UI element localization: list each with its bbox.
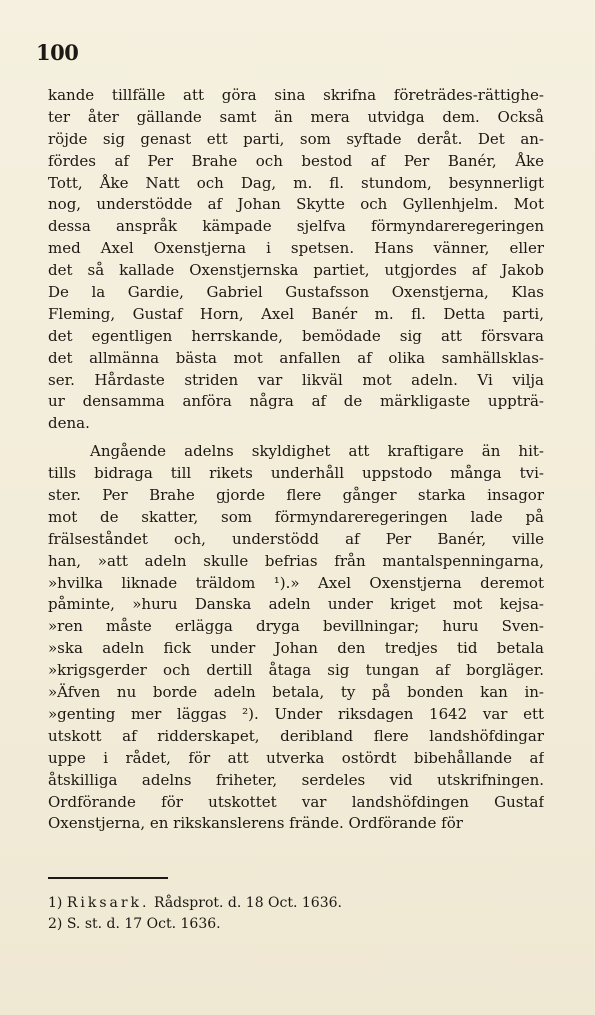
text-line: Angående adelns skyldighet att kraftigare än hit-: [90, 442, 544, 461]
text-line: dessa anspråk kämpade sjelfva förmyndareregeringen: [48, 217, 544, 236]
text-line: åtskilliga adelns friheter, serdeles vid utskrifningen.: [48, 770, 544, 789]
text-line: dena.: [48, 414, 90, 433]
text-line: påminte, »huru Danska adeln under kriget mot kejsa-: [48, 595, 544, 614]
text-line: med Axel Oxenstjerna i spetsen. Hans vänner, eller: [48, 239, 544, 258]
text-line: »Äfven nu borde adeln betala, ty på bonden kan in-: [48, 683, 544, 702]
text-line: det så kallade Oxenstjernska partiet, utgjordes af Jakob: [48, 261, 544, 280]
text-line: ter åter gällande samt än mera utvidga dem. Också: [48, 107, 544, 126]
footnote-text: Rådsprot. d. 18 Oct. 1636.: [153, 895, 342, 911]
text-line: frälseståndet och, understödd af Per Banér, ville: [48, 529, 544, 548]
text-line: han, »att adeln skulle befrias från mantalspenningarna,: [48, 551, 544, 570]
footnotes: [48, 893, 544, 935]
text-line: nog, understödde af Johan Skytte och Gyllenhjelm. Mot: [48, 195, 544, 214]
footnote-divider: [48, 877, 168, 879]
text-line: ser. Hårdaste striden var likväl mot adeln. Vi vilja: [48, 370, 544, 389]
footnote-source: Riksark.: [66, 895, 150, 911]
text-line: Ordförande för utskottet var landshöfdingen Gustaf: [48, 792, 544, 811]
text-line: Oxenstjerna, en rikskanslerens frände. Ordförande för: [48, 814, 463, 833]
text-line: ur densamma anföra några af de märkligaste uppträ-: [48, 392, 544, 411]
text-line: »hvilka liknade träldom ¹).» Axel Oxenstjerna deremot: [48, 573, 544, 592]
footnote-marker: 2): [48, 916, 63, 932]
body-text: [48, 85, 544, 835]
text-line: Fleming, Gustaf Horn, Axel Banér m. fl. Detta parti,: [48, 304, 544, 323]
text-line: »krigsgerder och dertill åtaga sig tungan af borgläger.: [48, 661, 544, 680]
text-line: tills bidraga till rikets underhåll uppstodo många tvi-: [48, 464, 544, 483]
text-line: mot de skatter, som förmyndareregeringen lade på: [48, 507, 544, 526]
footnote: [48, 893, 544, 914]
text-line: fördes af Per Brahe och bestod af Per Banér, Åke: [48, 151, 544, 170]
text-line: »ren måste erlägga dryga bevillningar; huru Sven-: [48, 617, 544, 636]
text-line: det allmänna bästa mot anfallen af olika samhällsklas-: [48, 348, 544, 367]
text-line: röjde sig genast ett parti, som syftade deråt. Det an-: [48, 129, 544, 148]
paragraph: [48, 441, 544, 835]
text-line: kande tillfälle att göra sina skrifna företrädes-rättighe-: [48, 86, 544, 104]
text-line: De la Gardie, Gabriel Gustafsson Oxenstjerna, Klas: [48, 283, 544, 302]
text-line: utskott af ridderskapet, deribland flere landshöfdingar: [48, 726, 544, 745]
text-line: ster. Per Brahe gjorde flere gånger starka insagor: [48, 486, 544, 505]
text-line: det egentligen herrskande, bemödade sig att försvara: [48, 326, 544, 345]
footnote-text: S. st. d. 17 Oct. 1636.: [66, 916, 221, 932]
page-number: 100: [36, 40, 79, 65]
footnote-marker: 1): [48, 895, 63, 911]
text-line: Tott, Åke Natt och Dag, m. fl. stundom, besynnerligt: [48, 173, 544, 192]
footnote: [48, 914, 544, 935]
text-line: uppe i rådet, för att utverka ostördt bibehållande af: [48, 748, 544, 767]
text-line: »ska adeln fick under Johan den tredjes tid betala: [48, 639, 544, 658]
text-line: »genting mer läggas ²). Under riksdagen 1642 var ett: [48, 704, 544, 723]
paragraph: [48, 85, 544, 435]
